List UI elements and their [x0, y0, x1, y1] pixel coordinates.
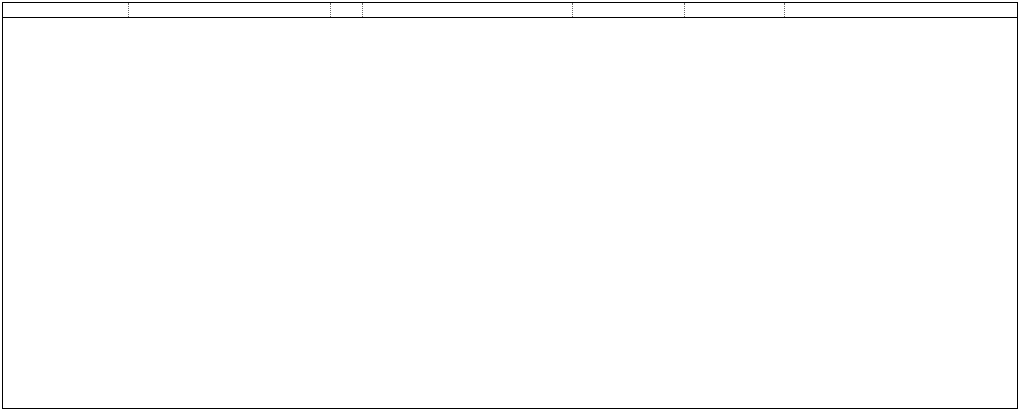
schedule-sheet: [2, 2, 1018, 409]
header-vs-blank: [330, 3, 362, 17]
header-clubes-local: [128, 3, 330, 17]
header-observaciones: [784, 3, 1017, 17]
header-horarios: [684, 3, 784, 17]
header-dia: [3, 3, 128, 17]
header-categorias: [572, 3, 684, 17]
header-row: [3, 3, 1017, 18]
header-clubes-visita: [362, 3, 572, 17]
